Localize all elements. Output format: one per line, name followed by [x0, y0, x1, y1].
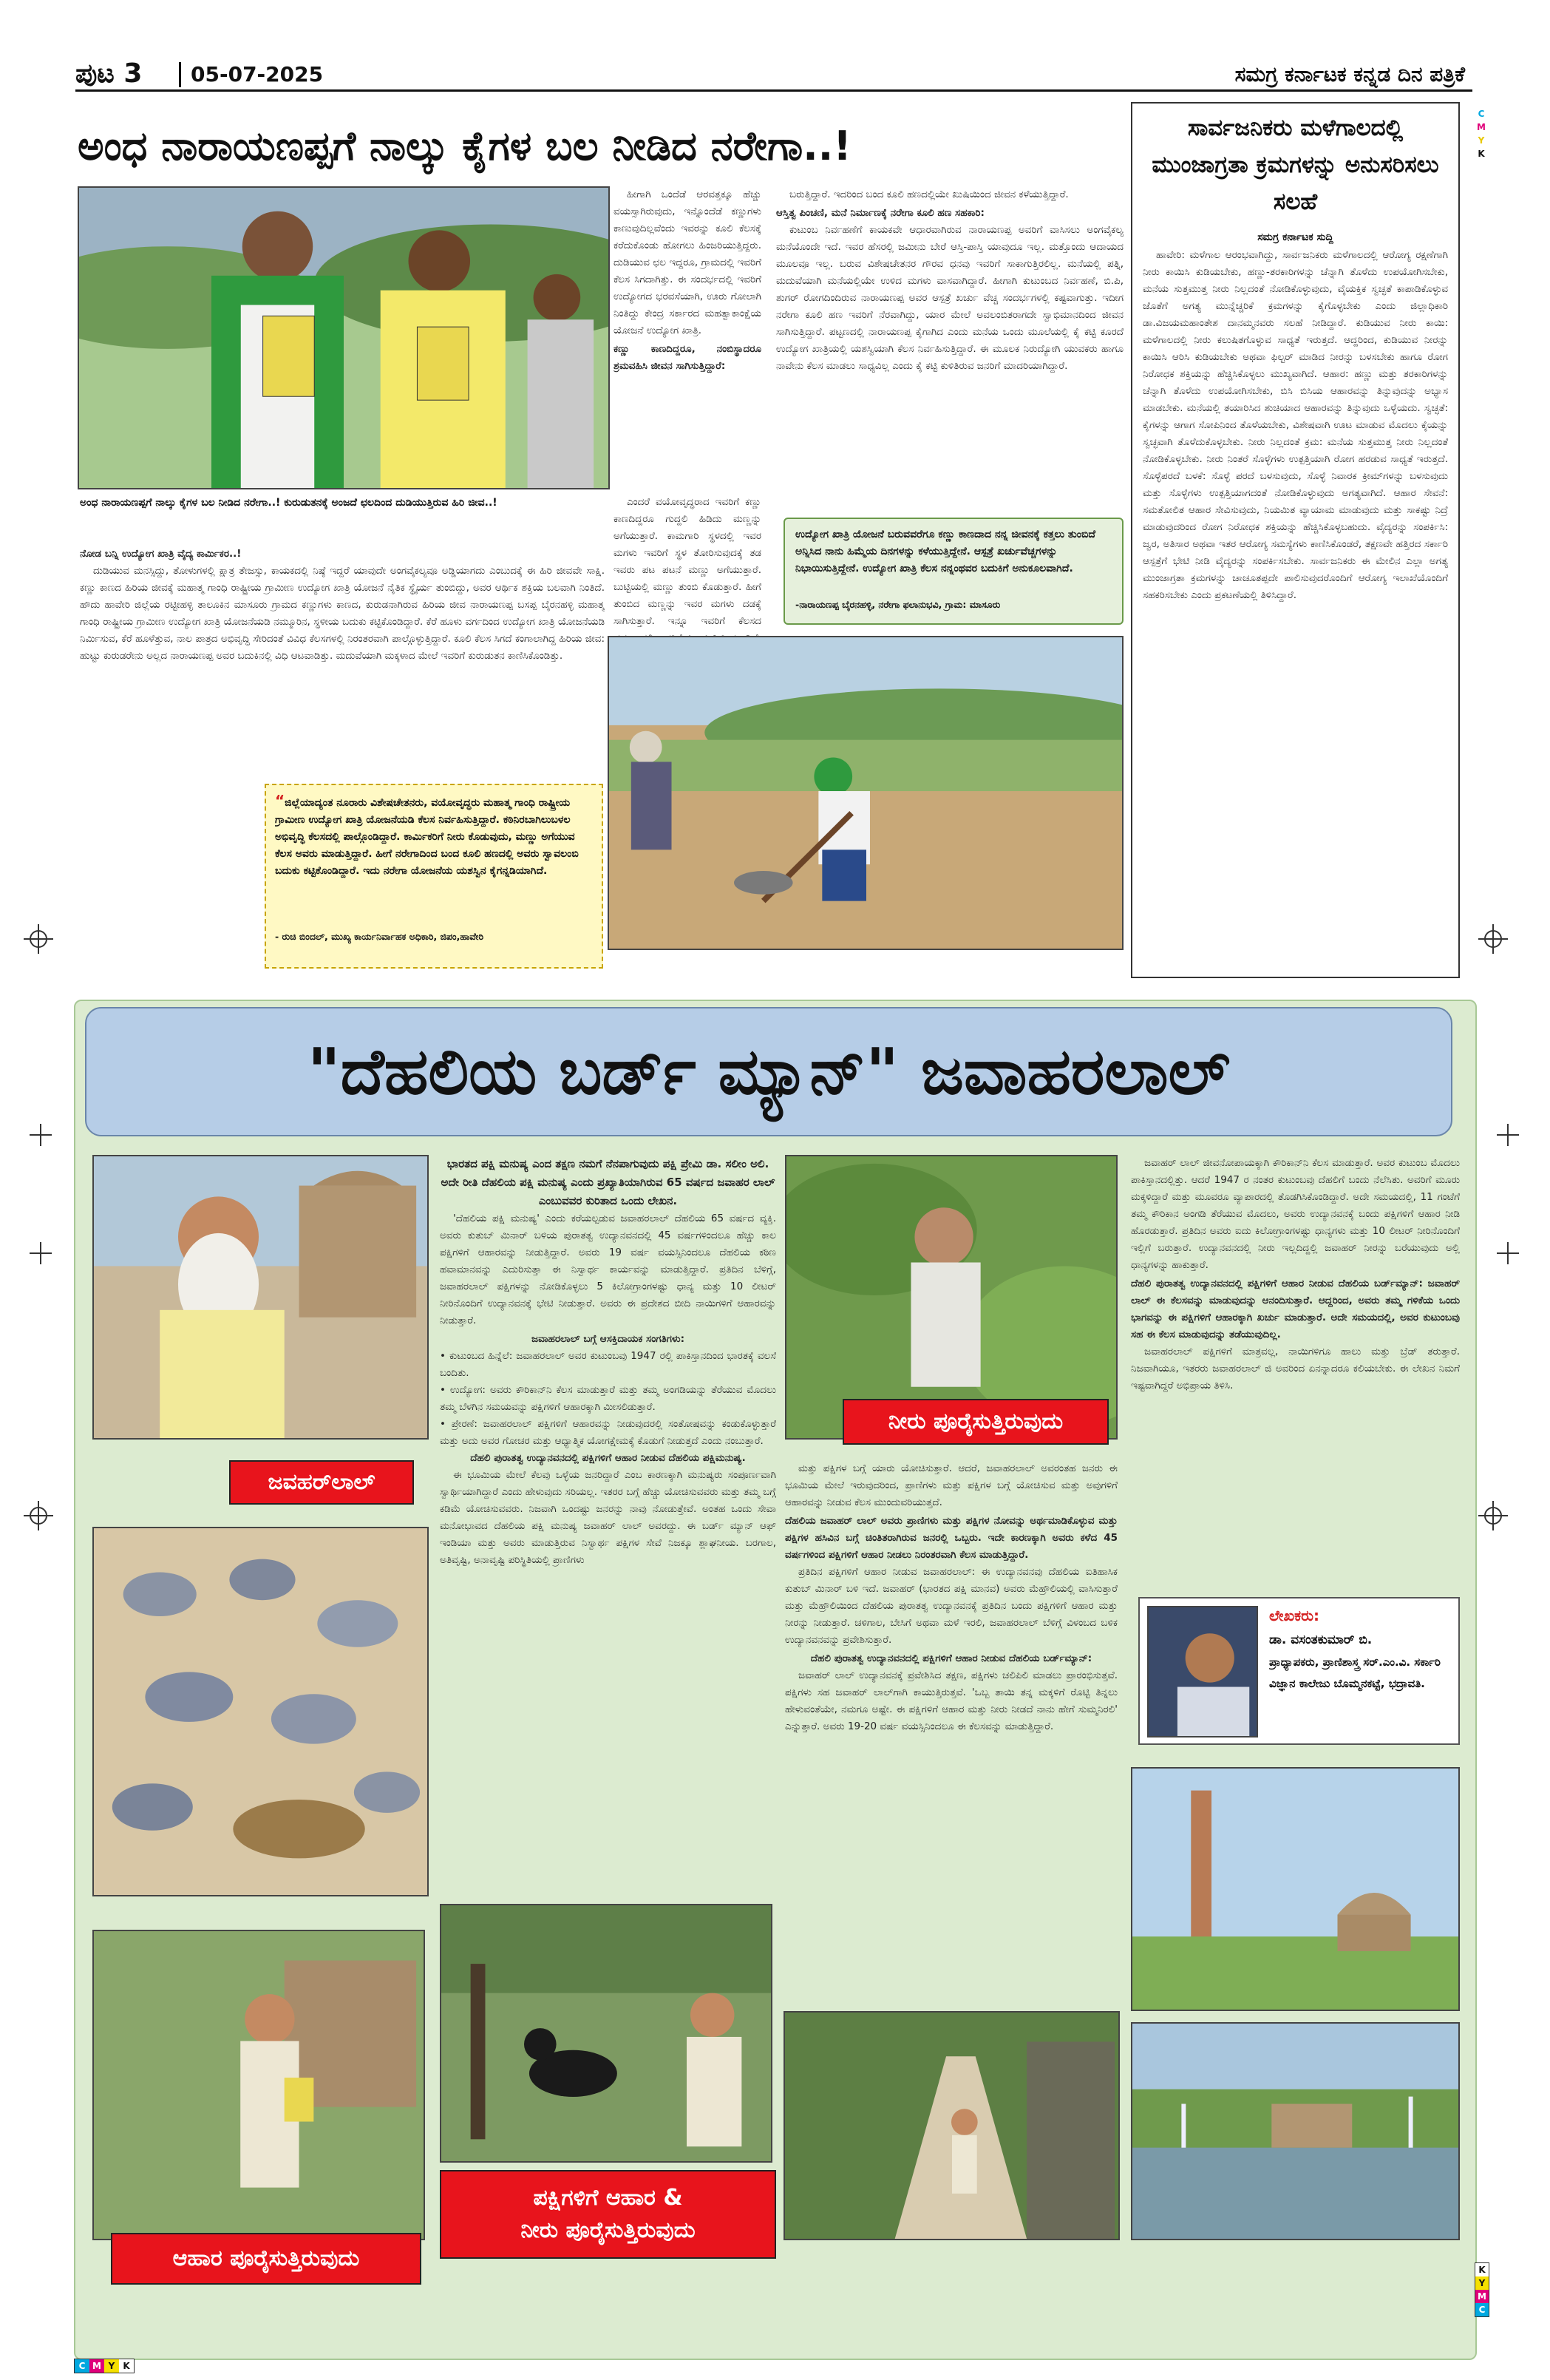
- sidebar-headline: ಸಾರ್ವಜನಿಕರು ಮಳೆಗಾಲದಲ್ಲಿ ಮುಂಜಾಗ್ರತಾ ಕ್ರಮಗಳನ್ನು ಅನುಸರಿಸಲು ಸಲಹೆ: [1152, 115, 1439, 215]
- story1-col3-body: ಬರುತ್ತಿದ್ದಾರೆ. ಇದರಿಂದ ಬಂದ ಕೂಲಿ ಹಣದಲ್ಲಿಯೇ ಖುಷಿಯಿಂದ ಜೀವನ ಕಳೆಯುತ್ತಿದ್ದಾರೆ.: [789, 189, 1069, 200]
- sidebar-body: [1143, 247, 1448, 957]
- cmyk-c-bottom: C: [75, 2359, 89, 2373]
- story1-col2-top: [613, 186, 761, 491]
- story1-main-photo: [78, 186, 610, 489]
- beneficiary-quote-attribution: -ನಾರಾಯಣಪ್ಪ ಬೈರನಹಳ್ಳಿ, ನರೇಗಾ ಫಲಾನುಭವಿ, ಗ್ರಾಮ: ಮಾಸೂರು: [795, 599, 1001, 610]
- masthead: ಸಮಗ್ರ ಕರ್ನಾಟಕ ಕನ್ನಡ ದಿನ ಪತ್ರಿಕೆ: [1234, 62, 1465, 87]
- story2-col1: [440, 1155, 776, 1913]
- story2-col2-subhead2: ದೆಹಲಿ ಪುರಾತತ್ವ ಉದ್ಯಾನವನದಲ್ಲಿ ಪಕ್ಷಿಗಳಿಗೆ ಆಹಾರ ನೀಡುವ ದೆಹಲಿಯ ಬರ್ಡ್‌ಮ್ಯಾನ್:: [810, 1652, 1092, 1664]
- official-quote-box: [265, 784, 603, 969]
- official-quote-attribution: - ರುಚಿ ಬಿಂದಲ್, ಮುಖ್ಯ ಕಾರ್ಯನಿರ್ವಾಹಕ ಅಧಿಕಾರಿ, ಜಿಪಂ,ಹಾವೇರಿ: [275, 931, 484, 942]
- crop-mark-icon: [30, 1242, 52, 1264]
- pigeons-feeding-photo: [92, 1527, 429, 1896]
- quote-mark-icon: “: [275, 793, 285, 810]
- label-food-water: [440, 2170, 776, 2259]
- story1-col1-body: ದುಡಿಯುವ ಮನಸ್ಸಿದ್ದು, ತೋಳುಗಳಲ್ಲಿ ಕ್ಷಾತ್ರ ತೇಜಸ್ಸು, ಕಾಯಕದಲ್ಲಿ ನಿಷ್ಠೆ ಇದ್ದರೆ ಯಾವುದೇ ಅಂಗವೈಕಲ್ಯವೂ ಅಡ್ಡಿಯಾಗದು ಎಂಬುದಕ್ಕೆ ಈ ಹಿರಿ ಜೀವವೇ ಸಾಕ್ಷಿ. ಕಣ್ಣು ಕಾಣದ ಹಿರಿಯ ಜೀವಕ್ಕೆ ಮಹಾತ್ಮ ಗಾಂಧಿ ರಾಷ್ಟ್ರೀಯ ಗ್ರಾಮೀಣ ಉದ್ಯೋಗ ಖಾತ್ರಿ ಯೋಜನೆ ನೈತಿಕ ಸ್ಥೈರ್ಯ ತುಂಬಿದ್ದು, ಅವರ ಆರ್ಥಿಕ ಶಕ್ತಿಯ ಬಲವಾಗಿ ನಿಂತಿದೆ. ಹೌದು ಹಾವೇರಿ ಜಿಲ್ಲೆಯ ರಟ್ಟೀಹಳ್ಳಿ ತಾಲೂಕಿನ ಮಾಸೂರು ಗ್ರಾಮದ ಕಣ್ಣುಗಳು ಕಾಣದ, ಕುರುಡನಾಗಿರುವ ಹಿರಿಯ ಜೀವ ನಾರಾಯಣಪ್ಪ ಬಸಪ್ಪ ಬೈರನಹಳ್ಳಿ ಮಹಾತ್ಮ ಗಾಂಧಿ ರಾಷ್ಟ್ರೀಯ ಗ್ರಾಮೀಣ ಉದ್ಯೋಗ ಖಾತ್ರಿ ಯೋಜನೆಯಡಿ ನಮ್ಮೂರಿನ, ಸ್ಥಳೀಯ ಬದುಕು ಕಟ್ಟಿಕೊಂಡಿದ್ದಾರೆ. ಕೆರೆ ಹೂಳು ವರ್ಗದಿಂದ ಉದ್ಯೋಗ ಖಾತ್ರಿ ಯೋಜನೆಯಡಿ ನಿರ್ಮಿಸುವ, ಕೆರೆ ಹೂಳೆತ್ತುವ, ನಾಲ ಪಾತ್ರದ ಅಭಿವೃದ್ಧಿ ಸೇರಿದಂತೆ ವಿವಿಧ ಕೆಲಸಗಳಲ್ಲಿ ನಿರಂತರವಾಗಿ ಪಾಲ್ಗೊಳ್ಳುತ್ತಿದ್ದಾರೆ. ಕೂಲಿ ಕೆಲಸ ಸಿಗದೆ ಕಂಗಾಲಾಗಿದ್ದ ಹಿರಿಯ ಜೀವ: ಹುಟ್ಟು ಕುರುಡರೇನು ಅಲ್ಲದ ನಾರಾಯಣಪ್ಪ ಅವರ ಬದುಕಿನಲ್ಲಿ ವಿಧಿ ಆಟವಾಡಿತ್ತು. ಮದುವೆಯಾಗಿ ಮಕ್ಕಳಾದ ಮೇಲೆ ಇವರಿಗೆ ಕುರುಡುತನ ಕಾಣಿಸಿಕೊಂಡಿತ್ತು.: [80, 565, 605, 662]
- story1-field-photo: [608, 636, 1124, 950]
- label-food-water-line2: ನೀರು ಪೂರೈಸುತ್ತಿರುವುದು: [520, 2217, 696, 2243]
- author-label: ಲೇಖಕರು:: [1269, 1607, 1320, 1624]
- author-name: ಡಾ. ವಸಂತಕುಮಾರ್ ಬಿ.: [1269, 1633, 1373, 1647]
- feeding-walk-photo: [92, 1930, 425, 2240]
- crop-mark-icon: [30, 1124, 52, 1146]
- story2-col3: [1131, 1155, 1460, 1598]
- sidebar-byline: ಸಮಗ್ರ ಕರ್ನಾಟಕ ಸುದ್ದಿ: [1257, 231, 1333, 243]
- header-divider: [179, 62, 181, 87]
- page-number: ಪುಟ 3: [75, 58, 143, 89]
- story2-col1-subhead2: ದೆಹಲಿ ಪುರಾತತ್ವ ಉದ್ಯಾನವನದಲ್ಲಿ ಪಕ್ಷಿಗಳಿಗೆ ಆಹಾರ ನೀಡುವ ದೆಹಲಿಯ ಪಕ್ಷಿಮನುಷ್ಯ.: [470, 1452, 746, 1464]
- cmyk-strip-bottom: [74, 2359, 135, 2373]
- crop-mark-icon: [1497, 1124, 1519, 1146]
- label-jawaharlal: ಜವಹರ್‌ಲಾಲ್: [229, 1460, 414, 1505]
- beneficiary-quote-text: ಉದ್ಯೋಗ ಖಾತ್ರಿ ಯೋಜನೆ ಬರುವವರೆಗೂ ಕಣ್ಣು ಕಾಣದಾದ ನನ್ನ ಜೀವನಕ್ಕೆ ಕತ್ತಲು ತುಂಬಿದೆ ಅನ್ನಿಸಿದ ನಾನು ಹಿಮ್ಮೆಯ ದಿನಗಳನ್ನು ಕಳೆಯುತ್ತಿದ್ದೇನೆ. ಆಸ್ಪತ್ರೆ ಖರ್ಚುವೆಚ್ಚಗಳನ್ನು ನಿಭಾಯಿಸುತ್ತಿದ್ದೇನೆ. ಉದ್ಯೋಗ ಖಾತ್ರಿ ಕೆಲಸ ನನ್ನಂಥವರ ಬದುಕಿಗೆ ಅನುಕೂಲವಾಗಿದೆ.: [795, 529, 1096, 574]
- story1-col2-body2: ಎಂದರೆ ವಯೋವೃದ್ಧರಾದ ಇವರಿಗೆ ಕಣ್ಣು ಕಾಣದಿದ್ದರೂ ಗುದ್ದಲಿ ಹಿಡಿದು ಮಣ್ಣನ್ನು ಅಗೆಯುತ್ತಾರೆ. ಕಾಮಗಾರಿ ಸ್ಥಳದಲ್ಲಿ ಇವರ ಮಗಳು ಇವರಿಗೆ ಸ್ಥಳ ತೋರಿಸುವುದಕ್ಕೆ ತಡ ಇವರು ಪಟ ಪಟನೆ ಮಣ್ಣು ಅಗೆಯುತ್ತಾರೆ. ಬುಟ್ಟಿಯಲ್ಲಿ ಮಣ್ಣು ತುಂಬಿ ಕೊಡುತ್ತಾರೆ. ಹೀಗೆ ತುಂಬಿದ ಮಣ್ಣನ್ನು ಇವರ ಮಗಳು ದಡಕ್ಕೆ ಸಾಗಿಸುತ್ತಾರೆ. ಇನ್ನೂ ಇವರಿಗೆ ಕೆಲಸದ: [613, 496, 761, 627]
- cmyk-y: Y: [1478, 135, 1485, 146]
- cmyk-k: K: [1478, 149, 1485, 159]
- story1-col3-body2: ಕುಟುಂಬ ನಿರ್ವಹಣೆಗೆ ಕಾಯಕವೇ ಆಧಾರವಾಗಿರುವ ನಾರಾಯಣಪ್ಪ ಅವರಿಗೆ ವಾಸಿಸಲು ಅಂಗವೈಕಲ್ಯ ಮನೆಯೊಂದೇ ಇದೆ. ಇವರ ಹೆಸರಲ್ಲಿ ಜಮೀನು ಬೇರೆ ಆಸ್ತಿ-ಪಾಸ್ತಿ ಯಾವುದೂ ಇಲ್ಲ. ಮತ್ತೊಂದು ಆದಾಯದ ಮೂಲವೂ ಇಲ್ಲ. ಬರುವ ವಿಶೇಷಚೇತನರ ಗೌರವ ಧನವು ಇವರಿಗೆ ಸಾಕಾಗುತ್ತಿರಲಿಲ್ಲ. ಮನೆಯಲ್ಲಿ ಪತ್ನಿ, ಮದುವೆಯಾಗಿ ಮನೆಯಲ್ಲಿಯೇ ಉಳಿದ ಮಗಳು ವಾಸವಾಗಿದ್ದಾರೆ. ಹೀಗಾಗಿ ಕುಟುಂಬದ ನಿರ್ವಹಣೆ, ಬಿ.ಪಿ, ಶುಗರ್ ರೋಗದಿಂದಿರುವ ನಾರಾಯಣಪ್ಪ ಅವರ ಆಸ್ಪತ್ರೆ ಖರ್ಚು ವೆಚ್ಚ ಸಂದರ್ಭಗಳಲ್ಲಿ ಕಷ್ಟವಾಗುತ್ತು. ಇದೀಗ ನರೇಗಾ ಕೂಲಿ ಹಣ ಇವರಿಗೆ ನೆರವಾಗಿದ್ದು, ಯಾರ ಮೇಲೆ ಅವಲಂಬಿತರಾಗದೇ ಸ್ವಾಭಿಮಾನದಿಂದ ಜೀವನ ಸಾಗಿಸುತ್ತಿದ್ದಾರೆ. ಪಟ್ಟಣದಲ್ಲಿ ನಾರಾಯಣಪ್ಪ ಕೈಗಾಗಿದ ಎಂದು ಮನೆಯ ಒಂದು ಮೂಲೆಯಲ್ಲಿ ಕೈ ಕಟ್ಟಿ ಕೂರದೆ ಉದ್ಯೋಗ ಖಾತ್ರಿಯಲ್ಲಿ ಯಶಸ್ವಿಯಾಗಿ ಕೆಲಸ ನಿರ್ವಹಿಸುತ್ತಿದ್ದಾರೆ. ಈ ಮೂಲಕ ನಿರುದ್ಯೋಗಿ ಯುವಕರು ಹಾಗೂ ನಾವೇನು ಕೆಲಸ ಮಾಡಲು ಸಾಧ್ಯವಿಲ್ಲ ಎಂದು ಕೈ ಕಟ್ಟಿ ಕುಳಿತಿರುವ ಜನರಿಗೆ ಮಾದರಿಯಾಗಿದ್ದಾರೆ.: [776, 224, 1124, 372]
- story2-headline: "ದೆಹಲಿಯ ಬರ್ಡ್ ಮ್ಯಾನ್" ಜವಾಹರಲಾಲ್: [307, 1034, 1231, 1109]
- crop-mark-icon: [1497, 1242, 1519, 1264]
- page-header: [75, 58, 1472, 92]
- story2-intro: ಭಾರತದ ಪಕ್ಷಿ ಮನುಷ್ಯ ಎಂದ ತಕ್ಷಣ ನಮಗೆ ನೆನಪಾಗುವುದು ಪಕ್ಷಿ ಪ್ರೇಮಿ ಡಾ. ಸಲೀಂ ಅಲಿ. ಅದೇ ರೀತಿ ದೆಹಲಿಯ ಪಕ್ಷಿ ಮನುಷ್ಯ ಎಂದು ಪ್ರಖ್ಯಾತಿಯಾಗಿರುವ 65 ವರ್ಷದ ಜವಾಹರ ಲಾಲ್ ಎಂಬುವವರ ಕುರಿತಾದ ಒಂದು ಲೇಖನ.: [441, 1157, 775, 1207]
- registration-mark-icon: [24, 924, 53, 954]
- official-quote-text: [275, 793, 593, 929]
- cmyk-c: C: [1478, 109, 1485, 119]
- story2-col2-body: ಮತ್ತು ಪಕ್ಷಿಗಳ ಬಗ್ಗೆ ಯಾರು ಯೋಚಿಸುತ್ತಾರೆ. ಆದರೆ, ಜವಾಹರಲಾಲ್ ಅವರಂತಹ ಜನರು ಈ ಭೂಮಿಯ ಮೇಲೆ ಇರುವುದರಿಂದ, ಪ್ರಾಣಿಗಳು ಮತ್ತು ಪಕ್ಷಿಗಳ ಬಗ್ಗೆ ಯೋಚಿಸುವ ಮತ್ತು ಅವುಗಳಿಗೆ ಆಹಾರವನ್ನು ನೀಡುವ ಕೆಲಸ ಮುಂದುವರಿಯುತ್ತದೆ.: [785, 1462, 1118, 1508]
- cmyk-m: M: [1477, 122, 1486, 132]
- cmyk-c-side: C: [1475, 2303, 1489, 2316]
- dog-feeding-photo: [440, 1904, 772, 2163]
- qutub-minar-photo: [1131, 1767, 1460, 2011]
- story2-fact-0: • ಕುಟುಂಬದ ಹಿನ್ನೆಲೆ: ಜವಾಹರಲಾಲ್ ಅವರ ಕುಟುಂಬವು 1947 ರಲ್ಲಿ ಪಾಕಿಸ್ತಾನದಿಂದ ಭಾರತಕ್ಕೆ ವಲಸೆ ಬಂದಿತು.: [440, 1350, 776, 1379]
- story2-col2-body3: ಜವಾಹರ್ ಲಾಲ್ ಉದ್ಯಾನವನಕ್ಕೆ ಪ್ರವೇಶಿಸಿದ ತಕ್ಷಣ, ಪಕ್ಷಿಗಳು ಚಲಿಪಿಲಿ ಮಾಡಲು ಪ್ರಾರಂಭಿಸುತ್ತವೆ. ಪಕ್ಷಿಗಳು ಸಹ ಜವಾಹರ್ ಲಾಲ್‌ಗಾಗಿ ಕಾಯುತ್ತಿರುತ್ತವೆ. 'ಒಬ್ಬ ತಾಯಿ ತನ್ನ ಮಕ್ಕಳಿಗೆ ರೊಟ್ಟಿ ತಿನ್ನಲು ಹೇಳುವಂತೆಯೇ, ನಮಗೂ ಅಷ್ಟೇ. ಈ ಪಕ್ಷಿಗಳಿಗೆ ಆಹಾರ ಮತ್ತು ನೀರು ನೀಡದೆ ನಾನು ಹೇಗೆ ಸುಮ್ಮನಿರಲಿ' ಎನ್ನುತ್ತಾರೆ. ಅವರು 19-20 ವರ್ಷ ವಯಸ್ಸಿನಿಂದಲೂ ಈ ಕೆಲಸವನ್ನು ಮಾಡುತ್ತಿದ್ದಾರೆ.: [785, 1669, 1118, 1732]
- registration-mark-icon: [24, 1501, 53, 1530]
- label-food: ಆಹಾರ ಪೂರೈಸುತ್ತಿರುವುದು: [111, 2233, 421, 2285]
- official-quote-body: ಜಿಲ್ಲೆಯಾದ್ಯಂತ ನೂರಾರು ವಿಶೇಷಚೇತನರು, ವಯೋವೃದ್ಧರು ಮಹಾತ್ಮ ಗಾಂಧಿ ರಾಷ್ಟ್ರೀಯ ಗ್ರಾಮೀಣ ಉದ್ಯೋಗ ಖಾತ್ರಿ ಯೋಜನೆಯಡಿ ಕೆಲಸ ನಿರ್ವಹಿಸುತ್ತಿದ್ದಾರೆ. ಕಠಿನಿರಬಾಗಿಲುಬಳಲ ಅಭಿವೃದ್ಧಿ ಕೆಲಸದಲ್ಲಿ ಪಾಲ್ಗೊಂಡಿದ್ದಾರೆ. ಕಾರ್ಮಿಕರಿಗೆ ನೀರು ಕೊಡುವುದು, ಮಣ್ಣು ಅಗೆಯುವ ಕೆಲಸ ಅವರು ಮಾಡುತ್ತಿದ್ದಾರೆ. ಹೀಗೆ ನರೇಗಾದಿಂದ ಬಂದ ಕೂಲಿ ಹಣದಲ್ಲಿ ಅವರು ಸ್ವಾವಲಂಬಿ ಬದುಕು ಕಟ್ಟಿಕೊಂಡಿದ್ದಾರೆ. ಇದು ನರೇಗಾ ಯೋಜನೆಯ ಯಶಸ್ವಿನ ಕೈಗನ್ನಡಿಯಾಗಿದೆ.: [275, 797, 579, 877]
- story2-col2-body2: ಪ್ರತಿದಿನ ಪಕ್ಷಿಗಳಿಗೆ ಆಹಾರ ನೀಡುವ ಜವಾಹರಲಾಲ್: ಈ ಉದ್ಯಾನವನವು ದೆಹಲಿಯ ಐತಿಹಾಸಿಕ ಕುತುಬ್ ಮಿನಾರ್ ಬಳಿ ಇದೆ. ಜವಾಹರ್ (ಭಾರತದ ಪಕ್ಷಿ ಮಾನವ) ಅವರು ಮೆಹ್ರೌಲಿಯಲ್ಲಿ ವಾಸಿಸುತ್ತಾರೆ ಮತ್ತು ಮೆಹ್ರೌಲಿಯಿಂದ ದೆಹಲಿಯ ಪುರಾತತ್ವ ಉದ್ಯಾನವನಕ್ಕೆ ಪ್ರತಿದಿನ ಬಂದು ಪಕ್ಷಿಗಳಿಗೆ ಆಹಾರ ಮತ್ತು ನೀರನ್ನು ನೀಡುತ್ತಾರೆ. ಚಳಿಗಾಲ, ಬೇಸಿಗೆ ಅಥವಾ ಮಳೆ ಇರಲಿ, ಜವಾಹರಲಾಲ್ ಬೆಳಿಗ್ಗೆ ವಿಳಂಬದ ಬಳಿಕ ಉದ್ಯಾನವನವನ್ನು ಪ್ರವೇಶಿಸುತ್ತಾರೆ.: [785, 1566, 1118, 1646]
- cmyk-strip-side: [1475, 2262, 1489, 2317]
- garden-path-photo: [784, 2011, 1120, 2240]
- cmyk-m-bottom: M: [89, 2359, 104, 2373]
- story2-col3-body2: ಜವಾಹರಲಾಲ್ ಪಕ್ಷಿಗಳಿಗೆ ಮಾತ್ರವಲ್ಲ, ನಾಯಿಗಳಿಗೂ ಹಾಲು ಮತ್ತು ಬ್ರೆಡ್ ತರುತ್ತಾರೆ. ನಿಜವಾಗಿಯೂ, ಇತರರು ಜವಾಹರಲಾಲ್ ಜಿ ಅವರಿಂದ ಏನನ್ನಾದರೂ ಕಲಿಯಬೇಕು. ಈ ಲೇಖನ ನಿಮಗೆ ಇಷ್ಟವಾಗಿದ್ದರೆ ಅಭಿಪ್ರಾಯ ತಿಳಿಸಿ.: [1131, 1346, 1460, 1391]
- registration-mark-icon: [1478, 924, 1508, 954]
- story1-col2-body: ಹೀಗಾಗಿ ಒಂದೆಡೆ ಆರವತ್ತಕ್ಕೂ ಹೆಚ್ಚು ವಯಸ್ಸಾಗಿರುವುದು, ಇನ್ನೊಂದೆಡೆ ಕಣ್ಣುಗಳು ಕಾಣುವುದಿಲ್ಲವೆಂದು ಇವರನ್ನು ಕೂಲಿ ಕೆಲಸಕ್ಕೆ ಕರೆದುಕೊಂಡು ಹೋಗಲು ಹಿಂಜರಿಯುತ್ತಿದ್ದರು. ದುಡಿಯುವ ಛಲ ಇದ್ದರೂ, ಗ್ರಾಮದಲ್ಲಿ ಇವರಿಗೆ ಕೆಲಸ ಸಿಗದಾಗಿತ್ತು. ಈ ಸಂದರ್ಭದಲ್ಲಿ ಇವರಿಗೆ ಉದ್ಯೋಗದ ಭರವಸೆಯಾಗಿ, ಊರು ಗೋಲಾಗಿ ನಿಂತಿದ್ದು ಕೇಂದ್ರ ಸರ್ಕಾರದ ಮಹತ್ವಾಕಾಂಕ್ಷೆಯ ಯೋಜನೆ ಉದ್ಯೋಗ ಖಾತ್ರಿ.: [613, 189, 761, 336]
- story1-col3: [776, 186, 1124, 504]
- label-water: ನೀರು ಪೂರೈಸುತ್ತಿರುವುದು: [843, 1399, 1109, 1445]
- issue-date: 05-07-2025: [191, 62, 324, 87]
- story2-col1-body: 'ದೆಹಲಿಯ ಪಕ್ಷಿ ಮನುಷ್ಯ' ಎಂದು ಕರೆಯಲ್ಪಡುವ ಜವಾಹರಲಾಲ್ ದೆಹಲಿಯ 65 ವರ್ಷದ ವ್ಯಕ್ತಿ. ಅವರು ಕುತುಬ್ ಮಿನಾರ್ ಬಳಿಯ ಪುರಾತತ್ವ ಉದ್ಯಾನವನದಲ್ಲಿ 45 ವರ್ಷಗಳಿಂದಲೂ ಹೆಚ್ಚು ಕಾಲ ಪಕ್ಷಿಗಳಿಗೆ ಆಹಾರವನ್ನು ನೀಡುತ್ತಿದ್ದಾರೆ. ಅವರು 19 ವರ್ಷ ವಯಸ್ಸಿನಿಂದಲೂ ದೆಹಲಿಯ ಕಠಿಣ ಹವಾಮಾನವನ್ನು ಎದುರಿಸುತ್ತಾ ಈ ನಿಸ್ವಾರ್ಥ ಕಾರ್ಯವನ್ನು ಮಾಡುತ್ತಿದ್ದಾರೆ. ಪ್ರತಿದಿನ ಬೆಳಿಗ್ಗೆ, ಜವಾಹರಲಾಲ್ ಪಕ್ಷಿಗಳನ್ನು ನೋಡಿಕೊಳ್ಳಲು 5 ಕಿಲೋಗ್ರಾಂಗಳಷ್ಟು ಧಾನ್ಯ ಮತ್ತು 10 ಲೀಟರ್ ನೀರಿನೊಂದಿಗೆ ಉದ್ಯಾನವನಕ್ಕೆ ಭೇಟಿ ನೀಡುತ್ತಾರೆ. ಅವರು ಈ ಪ್ರದೇಶದ ಬೀದಿ ನಾಯಿಗಳಿಗೆ ಆಹಾರವನ್ನು ನೀಡುತ್ತಾರೆ.: [440, 1213, 776, 1326]
- author-photo: [1147, 1606, 1258, 1737]
- sidebar-box: [1131, 102, 1460, 978]
- story2-col1-body2: ಈ ಭೂಮಿಯ ಮೇಲೆ ಕೆಲವು ಒಳ್ಳೆಯ ಜನರಿದ್ದಾರೆ ಎಂಬ ಕಾರಣಕ್ಕಾಗಿ ಮನುಷ್ಯರು ಸಂಪೂರ್ಣವಾಗಿ ಸ್ವಾರ್ಥಿಯಾಗಿದ್ದಾರೆ ಎಂದು ಹೇಳುವುದು ಸರಿಯಲ್ಲ. ಇತರರ ಬಗ್ಗೆ ಹೆಚ್ಚು ಯೋಚಿಸುವವರು ಮತ್ತು ತಮ್ಮ ಬಗ್ಗೆ ಕಡಿಮೆ ಯೋಚಿಸುವವರು. ನಿಜವಾಗಿ ಒಂದಷ್ಟು ಜನರನ್ನು ನಾವು ನೋಡುತ್ತೇವೆ. ಅಂತಹ ಒಂದು ಸೇವಾ ಮನೋಭಾವದ ದೆಹಲಿಯ ಪಕ್ಷಿ ಮನುಷ್ಯ ಜವಾಹರ್ ಲಾಲ್ ಅವರದ್ದು. ಈ ಬರ್ಡ್ ಮ್ಯಾನ್ ಆಫ್ ಇಂಡಿಯಾ ಮತ್ತು ಅವರು ಮಾಡುತ್ತಿರುವ ನಿಸ್ವಾರ್ಥ ಪಕ್ಷಿಗಳ ಸೇವೆ ನಿಜಕ್ಕೂ ಶ್ಲಾಘನೀಯ. ಬರಗಾಲ, ಅತಿವೃಷ್ಟಿ, ಅನಾವೃಷ್ಟಿ ಪರಿಸ್ಥಿತಿಯಲ್ಲಿ ಪ್ರಾಣಿಗಳು: [440, 1469, 776, 1566]
- cmyk-y-side: Y: [1475, 2276, 1489, 2290]
- story2-col2: [785, 1460, 1118, 1915]
- cmyk-y-bottom: Y: [104, 2359, 119, 2373]
- author-desc: ಪ್ರಾಧ್ಯಾಪಕರು, ಪ್ರಾಣಿಶಾಸ್ತ್ರ ಸರ್.ಎಂ.ವಿ. ಸರ್ಕಾರಿ ವಿಜ್ಞಾನ ಕಾಲೇಜು ಬೊಮ್ಮನಕಟ್ಟೆ, ಭದ್ರಾವತಿ.: [1269, 1655, 1441, 1690]
- story2-headline-banner: [85, 1007, 1452, 1136]
- cmyk-k-bottom: K: [119, 2359, 134, 2373]
- jawaharlal-portrait-photo: [92, 1155, 429, 1440]
- cmyk-m-side: M: [1475, 2290, 1489, 2303]
- story2-col2-subhead: ದೆಹಲಿಯ ಜವಾಹರ್ ಲಾಲ್ ಅವರು ಪ್ರಾಣಿಗಳು ಮತ್ತು ಪಕ್ಷಿಗಳ ನೋವನ್ನು ಅರ್ಥಮಾಡಿಕೊಳ್ಳುವ ಮತ್ತು ಪಕ್ಷಿಗಳ ಹಸಿವಿನ ಬಗ್ಗೆ ಚಿಂತಿತರಾಗಿರುವ ಜನರಲ್ಲಿ ಒಬ್ಬರು. ಇದೇ ಕಾರಣಕ್ಕಾಗಿ ಅವರು ಕಳೆದ 45 ವರ್ಷಗಳಿಂದ ಪಕ್ಷಿಗಳಿಗೆ ಆಹಾರ ನೀಡಲು ನಿರಂತರವಾಗಿ ಕೆಲಸ ಮಾಡುತ್ತಿದ್ದಾರೆ.: [785, 1515, 1118, 1561]
- label-food-water-line1: ಪಕ್ಷಿಗಳಿಗೆ ಆಹಾರ &: [533, 2185, 683, 2211]
- watering-plants-photo: [785, 1155, 1118, 1440]
- story2-fact-1: • ಉದ್ಯೋಗ: ಅವರು ಕೌರಿಕಾನ್‌ನಿ ಕೆಲಸ ಮಾಡುತ್ತಾರೆ ಮತ್ತು ತಮ್ಮ ಅಂಗಡಿಯನ್ನು ತೆರೆಯುವ ಮೊದಲು ತಮ್ಮ ಬೆಳಗಿನ ಸಮಯವನ್ನು ಪಕ್ಷಿಗಳಿಗೆ ಆಹಾರಕ್ಕಾಗಿ ಮೀಸಲಿಡುತ್ತಾರೆ.: [440, 1384, 776, 1413]
- story1-col2-subhead: ಕಣ್ಣು ಕಾಣದಿದ್ದರೂ, ನಂಬಿಸ್ಥಾದರೂ ಶ್ರಮವಹಿಸಿ ಜೀವನ ಸಾಗಿಸುತ್ತಿದ್ದಾರೆ:: [613, 343, 761, 372]
- story2-col3-subhead: ದೆಹಲಿ ಪುರಾತತ್ವ ಉದ್ಯಾನವನದಲ್ಲಿ ಪಕ್ಷಿಗಳಿಗೆ ಆಹಾರ ನೀಡುವ ದೆಹಲಿಯ ಬರ್ಡ್‌ಮ್ಯಾನ್: ಜವಾಹರ್ ಲಾಲ್ ಈ ಕೆಲಸವನ್ನು ಮಾಡುವುದನ್ನು ಆನಂದಿಸುತ್ತಾರೆ. ಆದ್ದರಿಂದ, ಅವರು ತಮ್ಮ ಗಳಿಕೆಯ ಒಂದು ಭಾಗವನ್ನು ಈ ಪಕ್ಷಿಗಳಿಗೆ ಆಹಾರಕ್ಕಾಗಿ ಖರ್ಚು ಮಾಡುತ್ತಾರೆ. ಅದೇ ಸಮಯದಲ್ಲಿ, ಅವರ ಕುಟುಂಬವು ಸಹ ಈ ಕೆಲಸ ಮಾಡುವುದನ್ನು ತಡೆಯುವುದಿಲ್ಲ.: [1131, 1278, 1460, 1340]
- story2-col3-body: ಜವಾಹರ್ ಲಾಲ್ ಜೀವನೋಪಾಯಕ್ಕಾಗಿ ಕೌರಿಕಾನ್‌ನಿ ಕೆಲಸ ಮಾಡುತ್ತಾರೆ. ಅವರ ಕುಟುಂಬ ಮೊದಲು ಪಾಕಿಸ್ತಾನದಲ್ಲಿತ್ತು. ಆದರೆ 1947 ರ ನಂತರ ಕುಟುಂಬವು ದೆಹಲಿಗೆ ಬಂದು ನೆಲೆಸಿತು. ಅವರಿಗೆ ಮೂರು ಮಕ್ಕಳಿದ್ದಾರೆ ಮತ್ತು ಮೂವರೂ ವ್ಯಾಪಾರದಲ್ಲಿ ತೊಡಗಿಸಿಕೊಂಡಿದ್ದಾರೆ. ಅದೇ ಸಮಯದಲ್ಲಿ, 11 ಗಂಟೆಗೆ ತಮ್ಮ ಕೌರಿಕಾನ ಅಂಗಡಿ ತೆರೆಯುವ ಮೊದಲು, ಅವರು ಉದ್ಯಾನವನಕ್ಕೆ ಬಂದು ಪಕ್ಷಿಗಳಿಗೆ ಆಹಾರ ನೀಡಿ ಹೊರಡುತ್ತಾರೆ. ಪ್ರತಿದಿನ ಅವರು ಐದು ಕಿಲೋಗ್ರಾಂಗಳಷ್ಟು ಧಾನ್ಯಗಳು ಮತ್ತು 10 ಲೀಟರ್ ನೀರಿನೊಂದಿಗೆ ಇಲ್ಲಿಗೆ ಬರುತ್ತಾರೆ. ಉದ್ಯಾನವನದಲ್ಲಿ ನೀರು ಇಲ್ಲದಿದ್ದಲ್ಲಿ ಜವಾಹರ್ ನೀರನ್ನು ಬರೆಯುವುದು ಅಲ್ಲಿ ಧಾನ್ಯಗಳನ್ನು ಹಾಕುತ್ತಾರೆ.: [1131, 1157, 1460, 1271]
- cmyk-k-side: K: [1475, 2263, 1489, 2276]
- story2-facts-heading: ಜವಾಹರಲಾಲ್ ಬಗ್ಗೆ ಆಸಕ್ತಿದಾಯಕ ಸಂಗತಿಗಳು:: [531, 1333, 684, 1345]
- cmyk-strip-top: [1475, 107, 1488, 160]
- sidebar-body-text: ಹಾವೇರಿ: ಮಳೆಗಾಲ ಆರಂಭವಾಗಿದ್ದು, ಸಾರ್ವಜನಿಕರು ಮಳೆಗಾಲದಲ್ಲಿ ಆರೋಗ್ಯ ರಕ್ಷಣೆಗಾಗಿ ನೀರು ಕಾಯಿಸಿ ಕುಡಿಯಬೇಕು, ಹಣ್ಣು-ತರಕಾರಿಗಳನ್ನು ಚೆನ್ನಾಗಿ ತೊಳೆದು ಉಪಯೋಗಿಸಬೇಕು, ಮನೆಯ ಸುತ್ತಮುತ್ತ ನೀರು ನಿಲ್ಲದಂತೆ ನೋಡಿಕೊಳ್ಳುವುದು, ವೈಯಕ್ತಿಕ ಸ್ವಚ್ಛತೆ ಕಾಪಾಡಿಕೊಳ್ಳುವ ಜೊತೆಗೆ ಅಗತ್ಯ ಮುನ್ನೆಚ್ಚರಿಕೆ ಕ್ರಮಗಳನ್ನು ಕೈಗೊಳ್ಳಬೇಕು ಎಂದು ಜಿಲ್ಲಾಧಿಕಾರಿ ಡಾ.ವಿಜಯಮಹಾಂತೇಶ ದಾನಮ್ಮನವರು ಸಲಹೆ ನೀಡಿದ್ದಾರೆ. ಕುಡಿಯುವ ನೀರು ಕಾಯಿ: ಮಳೆಗಾಲದಲ್ಲಿ ನೀರು ಕಲುಷಿತಗೊಳ್ಳುವ ಸಾಧ್ಯತೆ ಇರುತ್ತದೆ. ಆದ್ದರಿಂದ, ಕುಡಿಯುವ ನೀರನ್ನು ಕಾಯಿಸಿ ಆರಿಸಿ ಕುಡಿಯಬೇಕು ಅಥವಾ ಫಿಲ್ಟರ್ ಮಾಡಿದ ನೀರನ್ನು ಬಳಸಬೇಕು ಹಾಗೂ ರೋಗ ನಿರೋಧಕ ಶಕ್ತಿಯನ್ನು ಹೆಚ್ಚಿಸಿಕೊಳ್ಳಲು ಮುಖ್ಯವಾಗಿದೆ. ಆಹಾರ: ಹಣ್ಣು ಮತ್ತು ತರಕಾರಿಗಳನ್ನು ಚೆನ್ನಾಗಿ ತೊಳೆದು ಉಪಯೋಗಿಸಬೇಕು, ಬಿಸಿ ಬಿಸಿಯ ಆಹಾರವನ್ನು ತಿನ್ನುವುದನ್ನು ಅಭ್ಯಾಸ ಮಾಡಬೇಕು. ಮನೆಯಲ್ಲಿ ತಯಾರಿಸಿದ ಶುಚಿಯಾದ ಆಹಾರವನ್ನು ತಿನ್ನುವುದು ಒಳ್ಳೆಯದು. ಸ್ವಚ್ಛತೆ: ಕೈಗಳನ್ನು ಆಗಾಗ ಸೋಪಿನಿಂದ ತೊಳೆಯಬೇಕು, ವಿಶೇಷವಾಗಿ ಊಟ ಮಾಡುವ ಮೊದಲು ಕೈಯನ್ನು ಸ್ವಚ್ಛವಾಗಿ ತೊಳೆದುಕೊಳ್ಳಬೇಕು. ನೀರು ನಿಲ್ಲದಂತೆ ಕ್ರಮ: ಮನೆಯ ಸುತ್ತಮುತ್ತ ನೀರು ನಿಲ್ಲದಂತೆ ನೋಡಿಕೊಳ್ಳಬೇಕು. ನೀರು ನಿಂತರೆ ಸೊಳ್ಳೆಗಳು ಉತ್ಪತ್ತಿಯಾಗಿ ರೋಗ ಹರಡುವ ಸಾಧ್ಯತೆ ಇರುತ್ತದೆ. ಸೊಳ್ಳೆಪರದೆ ಬಳಕೆ: ಸೊಳ್ಳೆ ಪರದೆ ಬಳಸುವುದು, ಸೊಳ್ಳೆ ನಿವಾರಕ ಕ್ರೀಮ್‌ಗಳನ್ನು ಬಳಸುವುದು ಮತ್ತು ಸೊಳ್ಳೆಗಳು ಉತ್ಪತ್ತಿಯಾಗದಂತೆ ನೋಡಿಕೊಳ್ಳುವುದು ಅಗತ್ಯವಾಗಿದೆ. ಆಹಾರ ಸೇವನೆ: ಸಮತೋಲಿತ ಆಹಾರ ಸೇವಿಸುವುದು, ನಿಯಮಿತ ವ್ಯಾಯಾಮ ಮಾಡುವುದು ಮತ್ತು ಸಾಕಷ್ಟು ನಿದ್ರೆ ಮಾಡುವುದರಿಂದ ರೋಗ ನಿರೋಧಕ ಶಕ್ತಿಯನ್ನು ಹೆಚ್ಚಿಸಿಕೊಳ್ಳಬಹುದು. ವೈದ್ಯರನ್ನು ಸಂಪರ್ಕಿಸಿ: ಜ್ವರ, ಅತಿಸಾರ ಅಥವಾ ಇತರ ಆರೋಗ್ಯ ಸಮಸ್ಯೆಗಳು ಕಾಣಿಸಿಕೊಂಡರೆ, ತಕ್ಷಣವೇ ಹತ್ತಿರದ ಸರ್ಕಾರಿ ಆಸ್ಪತ್ರೆಗೆ ಭೇಟಿ ನೀಡಿ ವೈದ್ಯರನ್ನು ಸಂಪರ್ಕಿಸಬೇಕು. ಸಾರ್ವಜನಿಕರು ಈ ಮೇಲಿನ ಎಲ್ಲಾ ಅಗತ್ಯ ಮುಂಜಾಗ್ರತಾ ಕ್ರಮಗಳನ್ನು ಚಾಚೂತಪ್ಪದೇ ಪಾಲಿಸುವುದರೊಂದಿಗೆ ಆರೋಗ್ಯ ಇಲಾಖೆಯೊಂದಿಗೆ ಸಹಕರಿಸಬೇಕು ಎಂದು ಪ್ರಕಟಣೆಯಲ್ಲಿ ತಿಳಿಸಿದ್ದಾರೆ.: [1143, 249, 1448, 601]
- author-box: [1138, 1597, 1460, 1745]
- story1-col1-subhead: ನೋಡ ಬನ್ನಿ ಉದ್ಯೋಗ ಖಾತ್ರಿ ವೈದ್ಯ ಕಾರ್ಮಿಕರ..!: [80, 548, 242, 560]
- beneficiary-quote-box: [784, 518, 1124, 625]
- story1-headline: ಅಂಧ ನಾರಾಯಣಪ್ಪಗೆ ನಾಲ್ಕು ಕೈಗಳ ಬಲ ನೀಡಿದ ನರೇಗಾ..!: [78, 123, 852, 169]
- heritage-park-photo: [1131, 2022, 1460, 2240]
- registration-mark-icon: [1478, 1501, 1508, 1530]
- story2-fact-2: • ಪ್ರೇರಣೆ: ಜವಾಹರಲಾಲ್ ಪಕ್ಷಿಗಳಿಗೆ ಆಹಾರವನ್ನು ನೀಡುವುದರಲ್ಲಿ ಸಂತೋಷವನ್ನು ಕಂಡುಕೊಳ್ಳುತ್ತಾರೆ ಮತ್ತು ಅದು ಅವರ ಗೋಚರ ಮತ್ತು ಆಧ್ಯಾತ್ಮಿಕ ಯೋಗಕ್ಷೇಮಕ್ಕೆ ಕೊಡುಗೆ ನೀಡುತ್ತದೆ ಎಂದು ನಂಬುತ್ತಾರೆ.: [440, 1418, 776, 1447]
- story1-photo-caption: ಅಂಧ ನಾರಾಯಣಪ್ಪಗೆ ನಾಲ್ಕು ಕೈಗಳ ಬಲ ನೀಡಿದ ನರೇಗಾ..! ಕುರುಡುತನಕ್ಕೆ ಅಂಜದೆ ಛಲದಿಂದ ದುಡಿಯುತ್ತಿರುವ ಹಿರಿ ಜೀವ..!: [80, 497, 497, 509]
- story1-col3-subhead: ಆಸ್ತಿತ್ವ ಪಿಂಚಣಿ, ಮನೆ ನಿರ್ಮಾಣಕ್ಕೆ ನರೇಗಾ ಕೂಲಿ ಹಣ ಸಹಕಾರಿ:: [776, 207, 985, 219]
